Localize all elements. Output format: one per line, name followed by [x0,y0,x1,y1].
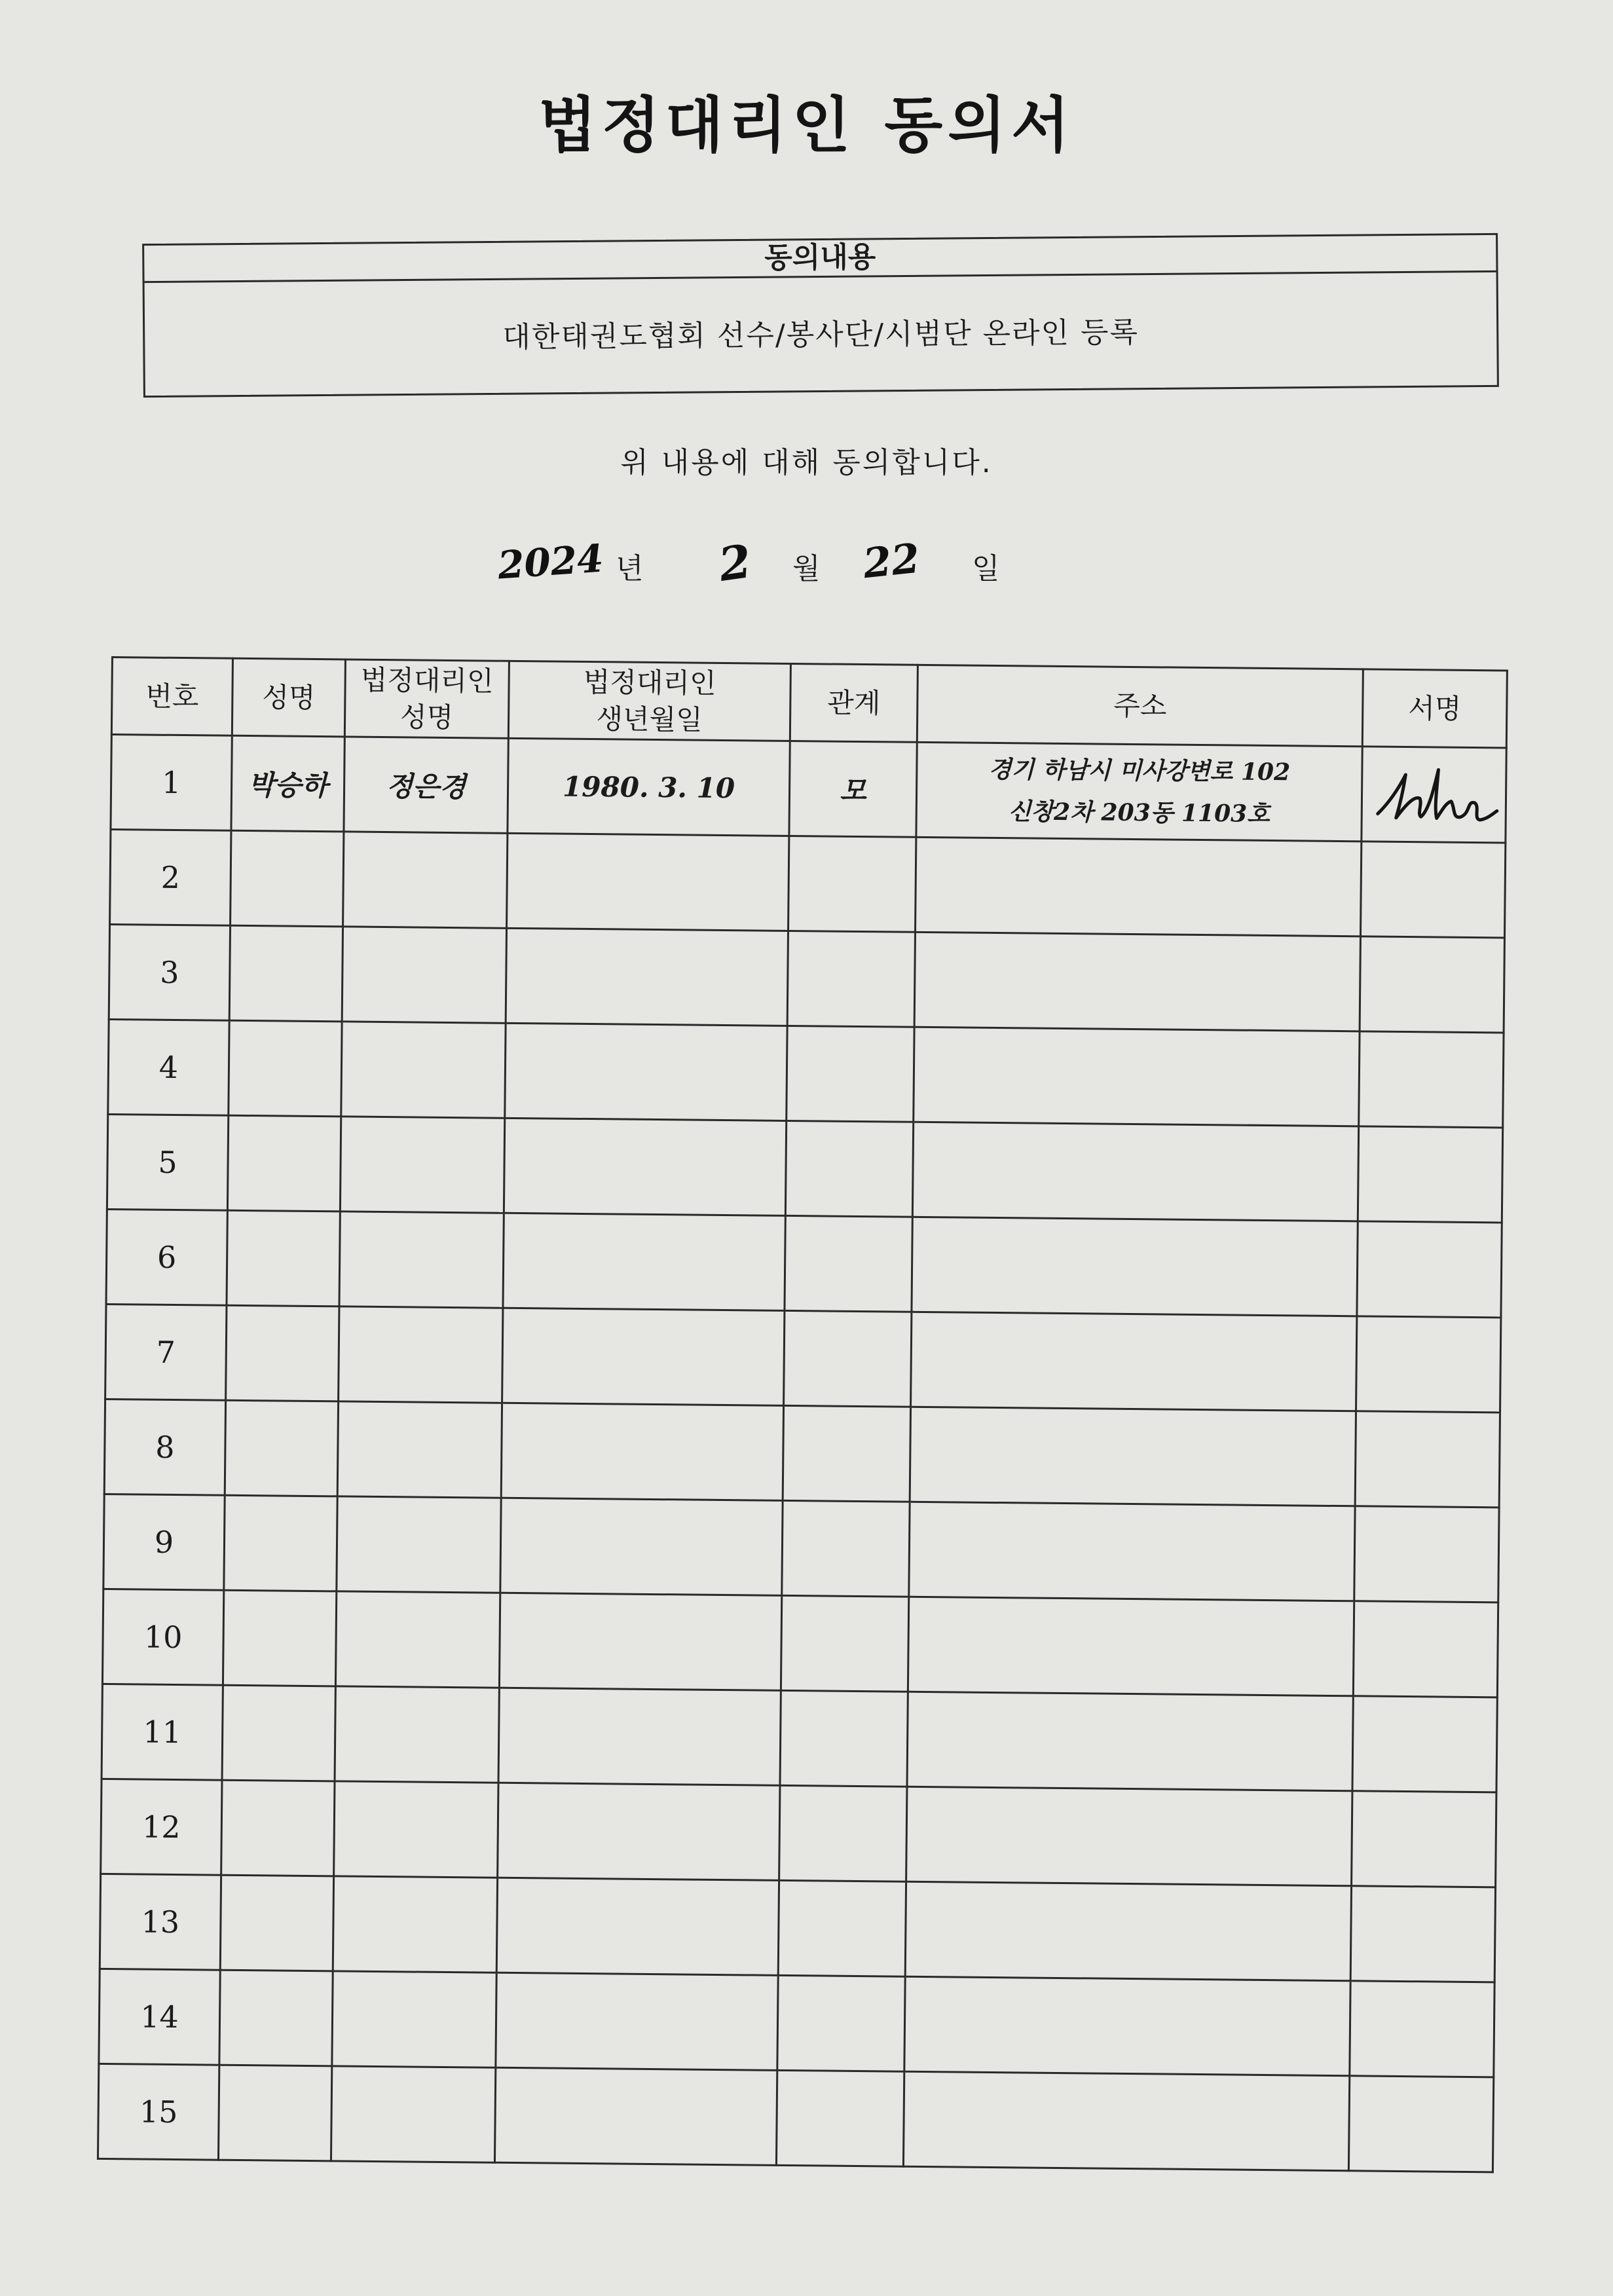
header-number: 번호 [111,657,232,736]
cell-relation [787,931,915,1027]
address-line2 [912,1360,1356,1363]
cell-number: 8 [104,1399,225,1495]
cell-number: 10 [102,1589,223,1685]
cell-guardian-birth [496,1878,779,1975]
cell-number: 13 [100,1874,221,1970]
cell-address [914,1027,1360,1126]
cell-number: 7 [105,1304,227,1400]
cell-guardian-name [332,1971,496,2067]
document-title [0,77,1613,164]
cell-signature [1360,936,1504,1033]
address-line2 [910,1549,1354,1553]
cell-address [906,1787,1352,1886]
cell-number: 11 [102,1684,223,1780]
address-line1 [906,1929,1350,1933]
address-line2 [917,885,1360,889]
cell-signature [1352,1791,1496,1887]
cell-relation [787,1026,914,1122]
cell-guardian-name [331,2066,495,2162]
cell-address [905,1881,1351,1981]
table-row [107,1114,1502,1222]
agreement-statement: 위 내용에 대해 동의합니다. [620,446,993,479]
cell-guardian-name [340,1117,504,1213]
cell-address [903,2071,1349,2171]
date-year-unit: 년 [616,552,644,585]
cell-address [912,1122,1358,1221]
date-year: 2024 [496,536,605,588]
consent-content-box [142,233,1499,398]
cell-address [909,1502,1355,1601]
header-signature: 서명 [1362,669,1507,748]
cell-address [912,1217,1358,1316]
cell-guardian-name [343,832,508,928]
date-day: 22 [861,534,922,588]
table-row [101,1779,1496,1887]
date-line [0,536,1613,595]
cell-name [219,1970,333,2066]
cell-guardian-birth [496,1972,778,2070]
cell-number: 9 [103,1494,225,1590]
cell-name [227,1210,340,1306]
address-line2 [908,1834,1351,1838]
header-address: 주소 [917,665,1363,747]
cell-guardian-name [342,927,506,1023]
address-line1 [908,1834,1351,1838]
cell-address [914,932,1360,1031]
cell-number: 14 [99,1969,220,2065]
address-line1: 경기 하남시 미사강변로 102 [988,755,1291,787]
cell-guardian-birth [499,1593,781,1690]
cell-relation [783,1405,910,1502]
cell-guardian-birth [505,1023,787,1120]
address-line1 [910,1644,1353,1648]
address-line1 [911,1454,1354,1458]
cell-relation [779,1785,907,1881]
address-line1 [915,1075,1358,1079]
cell-relation [776,2070,904,2166]
cell-guardian-name [339,1306,503,1403]
cell-guardian-birth [502,1308,785,1405]
cell-name: 박승하 [231,735,344,832]
header-relation: 관계 [790,663,918,742]
header-name: 성명 [232,658,345,737]
handwritten-signature [1368,754,1500,834]
cell-signature [1354,1506,1499,1602]
cell-name [221,1780,335,1876]
cell-signature [1359,1031,1504,1128]
table-row [105,1304,1501,1412]
address-line2 [908,1739,1352,1743]
table-row [98,2064,1493,2172]
cell-guardian-birth [494,2067,777,2165]
date-month: 2 [715,534,755,592]
cell-signature [1350,1886,1495,1982]
cell-name [227,1115,341,1212]
address-line2 [915,1075,1358,1079]
table-row [104,1399,1500,1507]
address-line2 [911,1454,1354,1458]
cell-relation [780,1690,908,1787]
cell-guardian-birth [498,1688,781,1785]
address-line1 [908,1739,1352,1743]
date-day-unit: 일 [972,552,1000,585]
cell-signature [1358,1126,1502,1223]
cell-number: 4 [108,1019,229,1115]
table-row [103,1494,1499,1602]
cell-name [231,830,344,927]
title-part1: 법정대리인 [538,90,856,160]
cell-relation [785,1120,913,1217]
cell-address [907,1692,1353,1791]
consent-body: 대한태권도협회 선수/봉사단/시범단 온라인 등록 [502,316,1140,354]
cell-address [916,837,1362,936]
cell-relation: 모 [789,741,917,837]
cell-signature [1360,842,1505,938]
address-line1 [913,1265,1356,1268]
cell-signature [1353,1601,1498,1697]
cell-address [911,1312,1357,1411]
cell-guardian-birth: 1980. 3. 10 [508,738,790,836]
address-line1 [906,2024,1349,2028]
cell-signature [1355,1411,1500,1508]
table-row [109,924,1504,1032]
address-line1 [905,2119,1348,2123]
table-body [98,735,1506,2172]
cell-guardian-name [337,1401,502,1498]
cell-relation [781,1595,908,1692]
cell-guardian-name [334,1781,498,1878]
header-guardian-birth [508,661,790,741]
address-line2 [910,1644,1353,1648]
cell-number: 15 [98,2064,219,2160]
cell-guardian-name [335,1686,499,1783]
cell-address [916,742,1362,842]
cell-guardian-birth [503,1213,785,1310]
cell-relation [785,1215,912,1312]
consent-header: 동의내용 [144,235,1496,283]
cell-number: 2 [110,830,231,926]
header-guardian-name [344,659,509,738]
address-line1 [912,1360,1356,1363]
cell-guardian-name [339,1212,504,1308]
cell-guardian-birth [504,1118,786,1215]
cell-name [220,1875,333,1971]
cell-address [910,1407,1356,1506]
address-line2 [916,980,1359,984]
address-line2 [906,1929,1350,1933]
address-line2 [906,2024,1349,2028]
cell-name [225,1400,338,1496]
cell-relation [788,836,916,932]
table-row [110,830,1506,938]
cell-guardian-name [333,1876,497,1972]
cell-relation [784,1310,912,1407]
cell-signature [1356,1316,1501,1413]
title-part2: 동의서 [884,90,1075,160]
cell-name [218,2065,331,2161]
cell-relation [782,1500,910,1597]
cell-signature [1352,1696,1497,1792]
address-line2 [913,1265,1356,1268]
cell-guardian-name [335,1591,500,1688]
cell-address [904,1976,1350,2076]
cell-number: 5 [107,1114,228,1210]
table-header-row [111,657,1507,748]
cell-address [908,1597,1354,1696]
table-row [108,1019,1504,1127]
cell-name [226,1305,339,1401]
guardian-table-wrap [97,656,1506,2173]
cell-name [223,1590,336,1686]
cell-relation [777,1975,905,2071]
cell-signature [1348,2076,1493,2172]
table-row [99,1969,1494,2077]
cell-number: 12 [101,1779,222,1875]
guardian-table [97,656,1508,2173]
header-guardian-name-text: 법정대리인 성명 [360,663,494,733]
address-line2 [905,2119,1348,2123]
cell-guardian-birth [500,1498,783,1595]
address-line1 [917,885,1360,889]
cell-name [222,1685,335,1781]
cell-guardian-name [341,1022,506,1118]
cell-name [229,1020,342,1117]
cell-guardian-name: 정은경 [344,737,508,833]
address-line1 [916,980,1359,984]
table-row [102,1684,1497,1792]
cell-guardian-birth [507,833,789,931]
address-line2: 신창2차 203동 1103호 [1008,798,1270,828]
cell-signature [1350,1981,1494,2077]
table-row [100,1874,1495,1982]
cell-signature [1357,1221,1502,1318]
cell-guardian-birth [501,1403,783,1500]
cell-guardian-birth [498,1783,780,1880]
cell-name [229,925,343,1022]
cell-signature [1362,747,1506,843]
cell-relation [778,1880,906,1976]
address-line2 [914,1170,1358,1174]
cell-guardian-birth [506,928,788,1026]
cell-name [224,1495,337,1591]
address-line1 [910,1549,1354,1553]
address-line1 [914,1170,1358,1174]
cell-number: 3 [109,924,230,1020]
table-row [102,1589,1498,1697]
table-row [111,735,1506,843]
cell-number: 6 [106,1209,227,1305]
table-row [106,1209,1502,1317]
date-month-unit: 월 [792,552,821,585]
cell-guardian-name [337,1496,501,1593]
cell-number: 1 [111,735,232,831]
header-guardian-birth-text: 법정대리인 생년월일 [583,665,716,736]
